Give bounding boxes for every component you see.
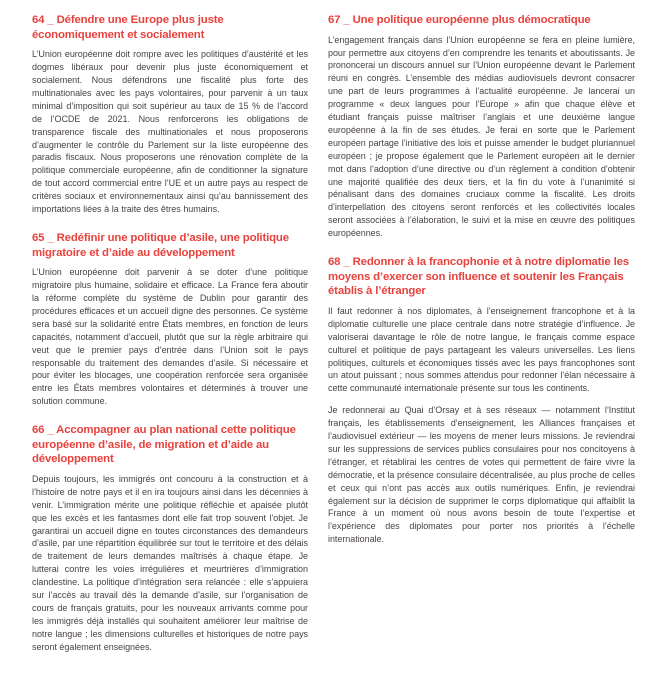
- section-65-heading: 65 _ Redéfinir une politique d’asile, une politique migratoire et d’aide au développement: [32, 231, 289, 259]
- section-64-paragraph: L’Union européenne doit rompre avec les politiques d’austérité et les dogmes libéraux pour devenir plus juste économiquement et socialement. Nous défendrons une fiscalité plus forte des multinationales avec les pays volontaires, pour parvenir à un taux minimal d’imposition qui soit supérieur au taux de 15 % de l’accord de l’OCDE de 2021. Nous renforcerons les obligations de transparence fiscale des multinationales et nous proposerons d’augmenter le contrôle du Parlement sur la liste européenne des paradis fiscaux. Nous proposerons une rénovation complète de la politique commerciale européenne, afin de conditionner la signature de tout accord commercial entre l’UE et un autre pays au respect de critères sociaux et environnementaux ainsi qu’au bannissement des importations liées à la traite des êtres humains.: [32, 49, 308, 215]
- section-68: [328, 255, 635, 546]
- section-64: [32, 13, 308, 216]
- section-66-paragraph: Depuis toujours, les immigrés ont concouru à la construction et à l’histoire de notre pays et il en ira toujours ainsi dans les décennies à venir. L’immigration mérite une politique réfléchie et apaisée plutôt que les excès et les fantasmes dont elle fait trop souvent l’objet. Je garantirai un accueil digne en toutes circonstances des demandeurs d’asile, par une répartition équilibrée sur tout le territoire et des délais de traitement de leurs demandes maîtrisés à chaque étape. Je lutterai contre les voies irrégulières et meurtrières d’immigration clandestine. La politique d’intégration sera relancée : elle s’appuiera sur l’accès au travail dès la demande d’asile, sur l’organisation de cours de français gratuits, pour les nouveaux arrivants comme pour les immigrés déjà installés qui souhaitent améliorer leur maîtrise de notre langue ; les dimensions culturelles et historiques de notre pays seront également enseignées.: [32, 473, 308, 652]
- section-67-paragraph: L’engagement français dans l’Union européenne se fera en pleine lumière, pour permettre aux citoyens d’en comprendre les tenants et aboutissants. Je prononcerai un discours annuel sur l’Union européenne devant le Parlement réuni en congrès. L’ensemble des médias audiovisuels devront consacrer une part de leurs programmes à l’actualité européenne. Je lancerai un programme « deux langues pour l’Europe » afin que chaque élève et étudiant français puisse maîtriser l’anglais et une deuxième langue européenne à la fin de ses études. Je ferai en sorte que le Parlement européen partage l’initiative des lois et puisse amender le budget pluriannuel européen ; je propose également que le Parlement européen ait le dernier mot dans l’adoption d’une directive ou d’un règlement à condition d’obtenir une majorité qualifiée des deux tiers, et la fin du vote à l’unanimité si pénalisant dans des domaines cruciaux comme la fiscalité. Les droits d’interpellation des citoyens seront renforcés et les collectivités locales seront associées à l’élaboration, le suivi et la mise en œuvre des politiques européennes.: [328, 34, 635, 239]
- right-column: [328, 13, 635, 673]
- section-64-heading: 64 _ Défendre une Europe plus juste économiquement et socialement: [32, 14, 224, 41]
- section-66-heading: 66 _ Accompagner au plan national cette politique européenne d’asile, de migration et d’aide au développement: [32, 424, 296, 466]
- section-66: [32, 423, 308, 653]
- section-68-paragraph-2: Je redonnerai au Quai d’Orsay et à ses réseaux — notamment l’Institut français, les établissements d’enseignement, les Alliances françaises et l’audiovisuel extérieur — les moyens de mener leurs missions. Je reviendrai sur les suppressions de services publics consulaires pour nos concitoyens à l’étranger, et rétablirai les centres de votes qui permettent de faire vivre la démocratie, et la présence consulaire décentralisée, au plus proche de celles et ceux qui n’ont pas accès aux outils numériques. Enfin, je reviendrai également sur la décision de supprimer le corps diplomatique qui affaiblit la France à un moment où nous avons besoin de toute l’expertise et l’expérience des diplomates pour porter nos priorités à l’échelle internationale.: [328, 405, 635, 545]
- section-67: [328, 13, 635, 240]
- section-65: [32, 231, 308, 408]
- section-68-heading: 68 _ Redonner à la francophonie et à notre diplomatie les moyens d’exercer son influence et soutenir les Français établis à l’étranger: [328, 256, 629, 298]
- section-67-heading: 67 _ Une politique européenne plus démocratique: [328, 14, 591, 26]
- section-65-paragraph: L’Union européenne doit parvenir à se doter d’une politique migratoire plus humaine, solidaire et efficace. La France fera aboutir la réforme complète du système de Dublin pour garantir des procédures efficaces et un accueil digne des personnes. Ce système sera basé sur la solidarité entre États membres, en fonction de leurs capacités, notamment d’accueil, plutôt que sur la règle arbitraire qui veut que le premier pays d’entrée dans l’Union soit le pays responsable du traitement des demandes d’asile. Si nécessaire et pour éviter les blocages, une coopération renforcée sera organisée entre les États membres volontaires et déterminés à trouver une solution commune.: [32, 267, 308, 407]
- left-column: [32, 13, 308, 673]
- section-68-paragraph-1: Il faut redonner à nos diplomates, à l’enseignement francophone et à la diplomatie culturelle une place centrale dans notre stratégie d’influence. Je valoriserai davantage le rôle de notre langue, le français comme espace culturel et politique de pays partageant les valeurs universelles. Les liens politiques, culturels et économiques tissés avec les pays francophones sont un atout puissant ; nous sommes attendus pour redonner l’élan nécessaire à cette communauté internationale présente sur tous les continents.: [328, 305, 635, 394]
